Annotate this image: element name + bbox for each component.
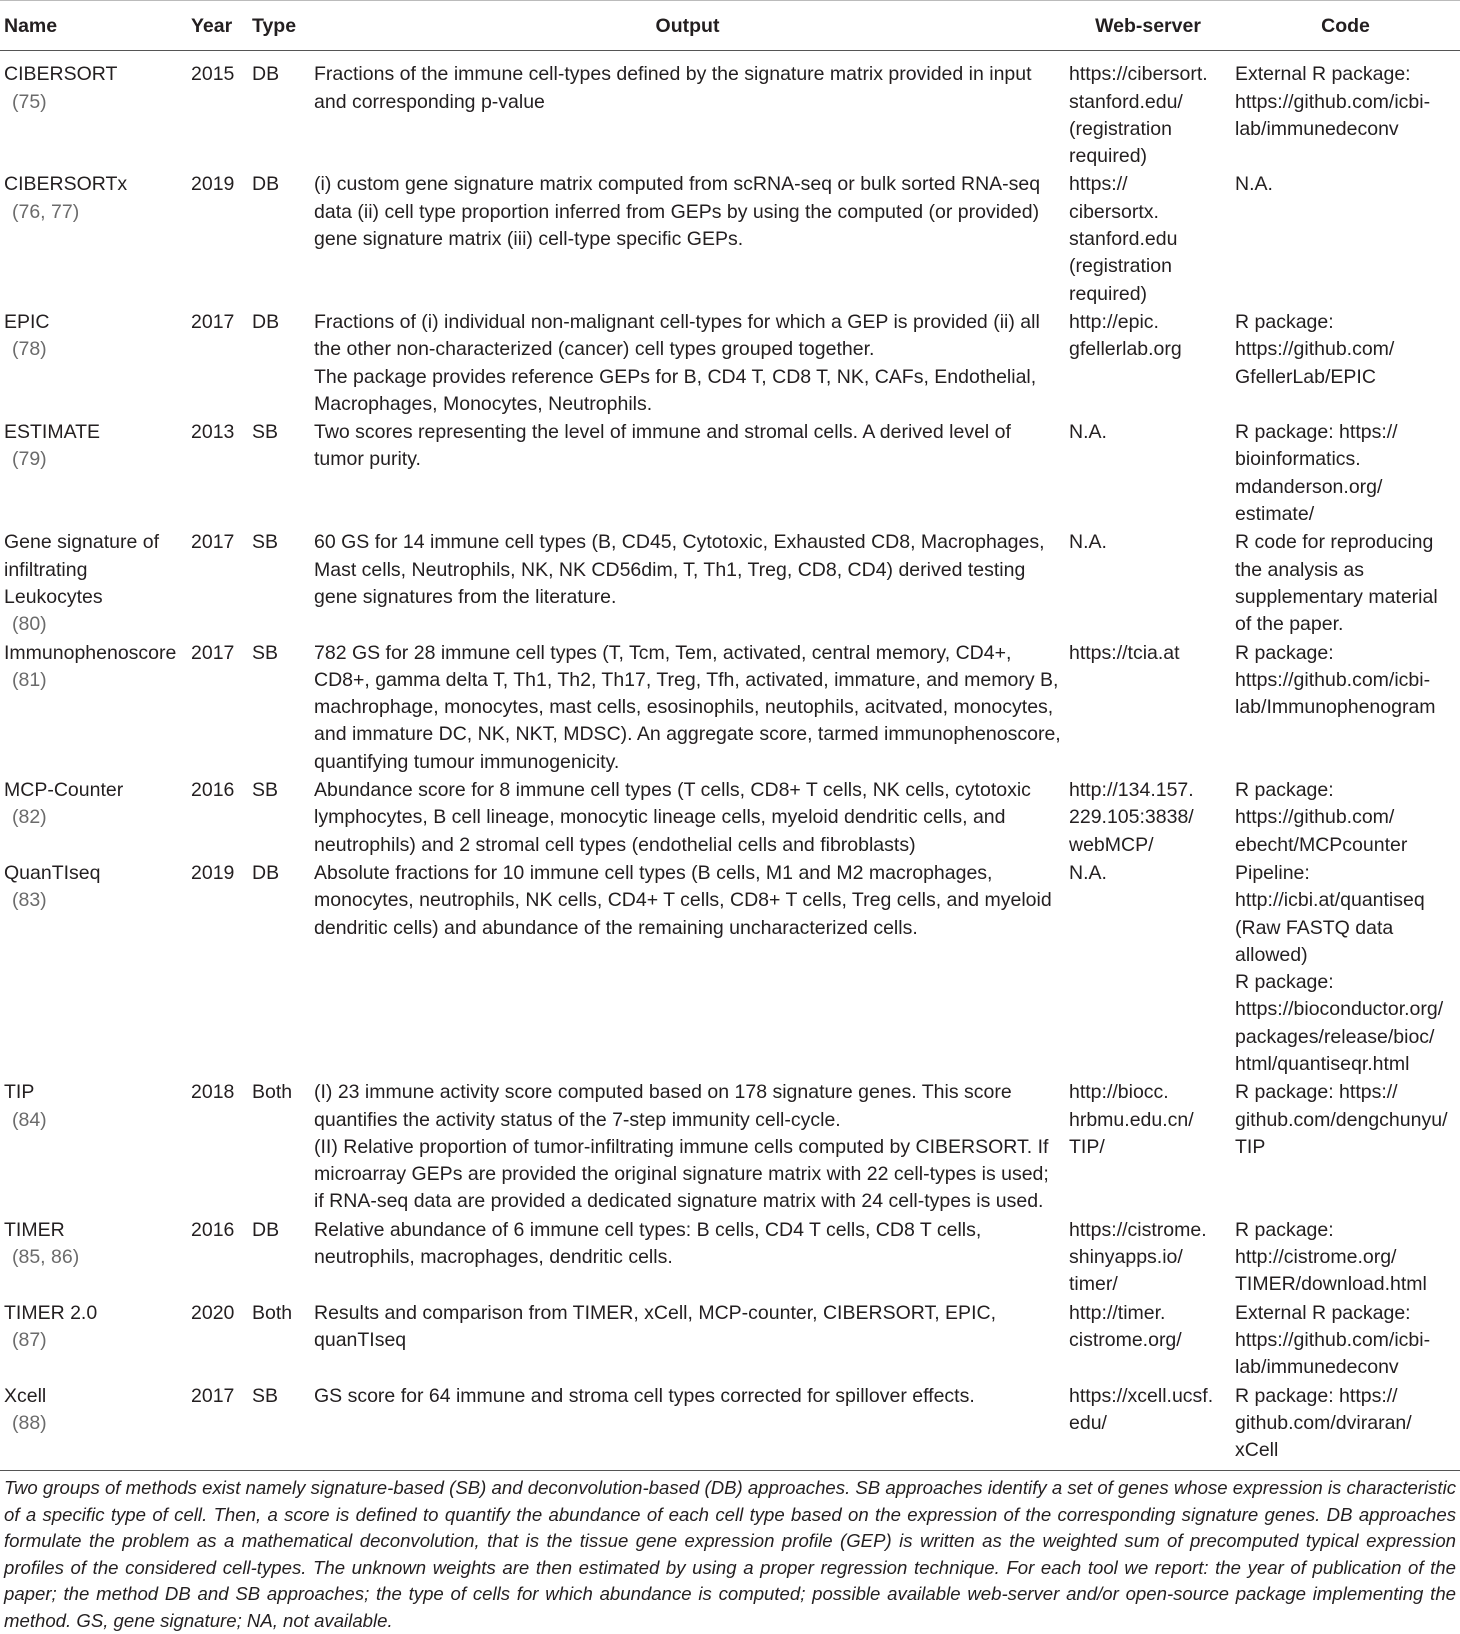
web-server-line: timer/ [1069, 1273, 1118, 1296]
citation-ref[interactable]: (84) [12, 1108, 47, 1131]
cell-code [1231, 170, 1460, 307]
cell-web-server [1065, 1299, 1231, 1382]
code-line: R package: [1235, 1218, 1334, 1241]
cell-type: SB [252, 641, 279, 664]
citation-ref[interactable]: (76, 77) [12, 200, 80, 223]
cell-web-server [1065, 51, 1231, 171]
code-line: http://icbi.at/quantiseq [1235, 889, 1425, 912]
table-row [0, 1078, 1460, 1215]
web-server-line: 229.105:3838/ [1069, 806, 1194, 829]
cell-name [0, 418, 187, 528]
output-paragraph: The package provides reference GEPs for B, CD4 T, CD8 T, NK, CAFs, Endothelial, Macrophages, Monocytes, Neutrophils. [314, 365, 1037, 415]
output-paragraph: (I) 23 immune activity score computed based on 178 signature genes. This score quantifies the activity status of the 7-step immunity cell-cycle. [314, 1081, 1012, 1131]
web-server-line: stanford.edu/ [1069, 90, 1183, 113]
cell-code [1231, 1078, 1460, 1215]
output-paragraph: (i) custom gene signature matrix computed from scRNA-seq or bulk sorted RNA-seq data (ii) cell type proportion inferred from GEPs by using the computed (or provided) gene signature matrix (iii) cell-type specific GEPs. [314, 173, 1041, 251]
web-server-line: webMCP/ [1069, 833, 1154, 856]
cell-type: Both [252, 1081, 293, 1104]
cell-output [310, 418, 1065, 528]
cell-code [1231, 639, 1460, 776]
citation-ref[interactable]: (75) [12, 90, 47, 113]
cell-web-server [1065, 308, 1231, 418]
header-name: Name [0, 1, 187, 51]
cell-type: DB [252, 861, 280, 884]
cell-web-server [1065, 170, 1231, 307]
table-row [0, 528, 1460, 638]
tool-name-line: ESTIMATE [4, 421, 101, 444]
code-line: https://github.com/icbi- [1235, 1328, 1431, 1351]
web-server-line: cibersortx. [1069, 200, 1159, 223]
citation-ref[interactable]: (81) [12, 668, 47, 691]
cell-name [0, 528, 187, 638]
output-paragraph: Fractions of (i) individual non-malignant cell-types for which a GEP is provided (ii) all the other non-characterized (cancer) cell types grouped together. [314, 310, 1040, 361]
web-server-line: N.A. [1069, 531, 1107, 554]
output-paragraph: 782 GS for 28 immune cell types (T, Tcm, Tem, activated, central memory, CD4+, CD8+, gamma delta T, Th1, Th2, Th17, Treg, Tfh, activated, immature, and memory B, machrophage, monocytes, mast cells, esosinophils, neutophils, acitvated, monocytes, and immature DC, NK, NKT, MDSC). An aggregate score, tarmed immunophenoscore, quantifying tumour immunogenicity. [314, 641, 1061, 773]
cell-output [310, 776, 1065, 859]
cell-name [0, 1216, 187, 1299]
code-line: R package: [1235, 779, 1334, 802]
cell-output [310, 639, 1065, 776]
table-row [0, 308, 1460, 418]
web-server-line: TIP/ [1069, 1135, 1105, 1158]
code-line: xCell [1235, 1439, 1279, 1462]
table-row [0, 418, 1460, 528]
cell-year: 2016 [191, 1218, 235, 1241]
cell-type: Both [252, 1301, 293, 1324]
citation-ref[interactable]: (79) [12, 448, 47, 471]
cell-output [310, 51, 1065, 171]
web-server-line: edu/ [1069, 1411, 1107, 1434]
cell-name [0, 1078, 187, 1215]
citation-ref[interactable]: (78) [12, 338, 47, 361]
citation-ref[interactable]: (85, 86) [12, 1246, 80, 1269]
cell-code [1231, 859, 1460, 1078]
cell-year: 2018 [191, 1081, 235, 1104]
web-server-line: http://timer. [1069, 1301, 1166, 1324]
web-server-line: gfellerlab.org [1069, 338, 1182, 361]
code-line: lab/Immunophenogram [1235, 696, 1436, 719]
table-body [0, 51, 1460, 1471]
web-server-line: N.A. [1069, 421, 1107, 444]
cell-web-server [1065, 528, 1231, 638]
header-type: Type [248, 1, 310, 51]
code-line: TIMER/download.html [1235, 1273, 1427, 1296]
cell-code [1231, 776, 1460, 859]
table-row [0, 170, 1460, 307]
cell-code [1231, 1216, 1460, 1299]
table-row [0, 859, 1460, 1078]
code-line: External R package: [1235, 1301, 1411, 1324]
cell-name [0, 308, 187, 418]
cell-web-server [1065, 859, 1231, 1078]
cell-output [310, 1078, 1065, 1215]
web-server-line: http://biocc. [1069, 1081, 1169, 1104]
cell-name [0, 859, 187, 1078]
web-server-line: https://tcia.at [1069, 641, 1180, 664]
code-line: lab/immunedeconv [1235, 117, 1399, 140]
cell-output [310, 1382, 1065, 1471]
citation-ref[interactable]: (82) [12, 806, 47, 829]
web-server-line: cistrome.org/ [1069, 1328, 1182, 1351]
cell-type: DB [252, 310, 280, 333]
cell-type: DB [252, 1218, 280, 1241]
cell-name [0, 639, 187, 776]
cell-output [310, 528, 1065, 638]
tool-name-line: Leukocytes [4, 585, 103, 608]
cell-year: 2016 [191, 779, 235, 802]
code-line: mdanderson.org/ [1235, 475, 1383, 498]
header-code: Code [1231, 1, 1460, 51]
cell-web-server [1065, 1216, 1231, 1299]
web-server-line: https://xcell.ucsf. [1069, 1384, 1214, 1407]
tool-name-line: TIMER 2.0 [4, 1301, 98, 1324]
cell-output [310, 859, 1065, 1078]
code-line: http://cistrome.org/ [1235, 1246, 1397, 1269]
cell-code [1231, 1382, 1460, 1471]
output-paragraph: Fractions of the immune cell-types defined by the signature matrix provided in input and corresponding p-value [314, 63, 1032, 113]
cell-year: 2015 [191, 63, 235, 86]
code-line: bioinformatics. [1235, 448, 1361, 471]
output-paragraph: Abundance score for 8 immune cell types (T cells, CD8+ T cells, NK cells, cytotoxic lymphocytes, B cell lineage, monocytic lineage cells, myeloid dendritic cells, and neutrophils) and 2 stromal cell types (endothelial cells and fibroblasts) [314, 779, 1031, 856]
cell-web-server [1065, 776, 1231, 859]
cell-code [1231, 308, 1460, 418]
table-row [0, 776, 1460, 859]
citation-ref[interactable]: (80) [12, 613, 47, 636]
tool-name-line: EPIC [4, 310, 50, 333]
code-line: html/quantiseqr.html [1235, 1052, 1410, 1075]
cell-output [310, 1299, 1065, 1382]
code-line: (Raw FASTQ data [1235, 916, 1394, 939]
code-line: R code for reproducing [1235, 531, 1434, 554]
cell-name [0, 51, 187, 171]
citation-ref[interactable]: (83) [12, 889, 47, 912]
code-line: R package: https:// [1235, 421, 1398, 444]
cell-type: SB [252, 531, 279, 554]
web-server-line: shinyapps.io/ [1069, 1246, 1183, 1269]
output-paragraph: Relative abundance of 6 immune cell types: B cells, CD4 T cells, CD8 T cells, neutrophils, macrophages, dendritic cells. [314, 1218, 982, 1269]
cell-type: SB [252, 779, 279, 802]
web-server-line: http://epic. [1069, 310, 1159, 333]
table-caption: Two groups of methods exist namely signature-based (SB) and deconvolution-based (DB) approaches. SB approaches identify a set of genes whose expression is characteristic of a specific type of cell. Then, a score is defined to quantify the abundance of each cell type based on the expression of the corresponding signature genes. DB approaches formulate the problem as a mathematical deconvolution, that is the tissue gene expression profile (GEP) is written as the weighted sum of precomputed typical expression profiles of the considered cell-types. The unknown weights are then estimated by using a proper regression technique. For each tool we report: the year of publication of the paper; the method DB and SB approaches; the type of cells for which abundance is computed; possible available web-server and/or open-source package implementing the method. GS, gene signature; NA, not available. [4, 1477, 1456, 1631]
cell-year: 2017 [191, 641, 235, 664]
code-line: https://github.com/ [1235, 806, 1395, 829]
tool-name-line: Gene signature of [4, 531, 160, 554]
web-server-line: https://cistrome. [1069, 1218, 1207, 1241]
code-line: External R package: [1235, 63, 1411, 86]
output-paragraph: 60 GS for 14 immune cell types (B, CD45, Cytotoxic, Exhausted CD8, Macrophages, Mast cells, Neutrophils, NK, NK CD56dim, T, Th1, Treg, CD8, CD4) derived testing gene signatures from the literature. [314, 531, 1045, 608]
tool-name-line: CIBERSORTx [4, 173, 128, 196]
web-server-line: hrbmu.edu.cn/ [1069, 1108, 1194, 1131]
cell-name [0, 170, 187, 307]
tool-name-line: MCP-Counter [4, 779, 124, 802]
tool-name-line: CIBERSORT [4, 63, 118, 86]
cell-code [1231, 418, 1460, 528]
cell-type: DB [252, 173, 280, 196]
cell-web-server [1065, 639, 1231, 776]
code-line: https://bioconductor.org/ [1235, 998, 1444, 1021]
tool-name-line: TIP [4, 1081, 35, 1104]
cell-code [1231, 528, 1460, 638]
code-line: R package: [1235, 310, 1334, 333]
code-line: github.com/dviraran/ [1235, 1411, 1412, 1434]
cell-year: 2019 [191, 861, 235, 884]
code-line: Pipeline: [1235, 861, 1310, 884]
output-paragraph: Two scores representing the level of immune and stromal cells. A derived level of tumor purity. [314, 421, 1011, 471]
code-line: the analysis as [1235, 558, 1364, 581]
output-paragraph: Results and comparison from TIMER, xCell, MCP-counter, CIBERSORT, EPIC, quanTIseq [314, 1301, 996, 1351]
code-line: https://github.com/ [1235, 338, 1395, 361]
table-row [0, 1382, 1460, 1471]
table-row [0, 1299, 1460, 1382]
tool-name-line: infiltrating [4, 558, 88, 581]
code-line: allowed) [1235, 943, 1308, 966]
tool-name-line: Immunophenoscore [4, 641, 177, 664]
code-line: https://github.com/icbi- [1235, 668, 1431, 691]
cell-year: 2017 [187, 1382, 248, 1471]
code-line: of the paper. [1235, 613, 1344, 636]
web-server-line: N.A. [1069, 861, 1107, 884]
cell-output [310, 170, 1065, 307]
citation-ref[interactable]: (87) [12, 1328, 47, 1351]
code-line: TIP [1235, 1135, 1266, 1158]
table-row [0, 639, 1460, 776]
web-server-line: (registration [1069, 255, 1172, 278]
web-server-line: stanford.edu [1069, 228, 1178, 251]
code-line: R package: [1235, 971, 1334, 994]
citation-ref[interactable]: (88) [12, 1411, 47, 1434]
code-line: supplementary material [1235, 585, 1438, 608]
table-row [0, 51, 1460, 171]
cell-type: SB [252, 421, 279, 444]
cell-name [0, 1382, 187, 1471]
web-server-line: https://cibersort. [1069, 63, 1208, 86]
web-server-line: required) [1069, 282, 1148, 305]
output-paragraph: (II) Relative proportion of tumor-infiltrating immune cells computed by CIBERSORT. If microarray GEPs are provided the original signature matrix with 22 cell-types is used; if RNA-seq data are provided a dedicated signature matrix with 24 cell-types is used. [314, 1135, 1049, 1213]
cell-web-server [1065, 1382, 1231, 1471]
cell-web-server [1065, 1078, 1231, 1215]
cell-year: 2017 [191, 531, 235, 554]
code-line: N.A. [1235, 173, 1273, 196]
code-line: R package: [1235, 641, 1334, 664]
code-line: packages/release/bioc/ [1235, 1025, 1435, 1048]
header-year: Year [187, 1, 248, 51]
tool-name-line: QuanTIseq [4, 861, 101, 884]
web-server-line: https:// [1069, 173, 1128, 196]
output-paragraph: Absolute fractions for 10 immune cell types (B cells, M1 and M2 macrophages, monocytes, neutrophils, NK cells, CD4+ T cells, CD8+ T cells, Treg cells, and myeloid dendritic cells) and abundance of the remaining uncharacterized cells. [314, 861, 1052, 939]
cell-year: 2019 [191, 173, 235, 196]
code-line: github.com/dengchunyu/ [1235, 1108, 1448, 1131]
code-line: GfellerLab/EPIC [1235, 365, 1376, 388]
cell-year: 2013 [191, 421, 235, 444]
code-line: https://github.com/icbi- [1235, 90, 1431, 113]
cell-output [310, 1216, 1065, 1299]
cell-type: SB [248, 1382, 310, 1471]
code-line: R package: https:// [1235, 1384, 1398, 1407]
web-server-line: (registration [1069, 117, 1172, 140]
cell-code [1231, 51, 1460, 171]
table-row [0, 1216, 1460, 1299]
header-web-server: Web-server [1065, 1, 1231, 51]
code-line: ebecht/MCPcounter [1235, 833, 1408, 856]
cell-name [0, 776, 187, 859]
cell-year: 2020 [191, 1301, 235, 1324]
code-line: estimate/ [1235, 503, 1315, 526]
code-line: lab/immunedeconv [1235, 1356, 1399, 1379]
header-output: Output [310, 1, 1065, 51]
table-header-row [0, 1, 1460, 51]
cell-type: DB [252, 63, 280, 86]
cell-name [0, 1299, 187, 1382]
tool-name-line: Xcell [4, 1384, 47, 1407]
cell-web-server [1065, 418, 1231, 528]
web-server-line: required) [1069, 145, 1148, 168]
output-paragraph: GS score for 64 immune and stroma cell types corrected for spillover effects. [314, 1384, 975, 1407]
code-line: R package: https:// [1235, 1081, 1398, 1104]
cell-code [1231, 1299, 1460, 1382]
tool-name-line: TIMER [4, 1218, 65, 1241]
cell-year: 2017 [191, 310, 235, 333]
web-server-line: http://134.157. [1069, 779, 1194, 802]
cell-output [310, 308, 1065, 418]
